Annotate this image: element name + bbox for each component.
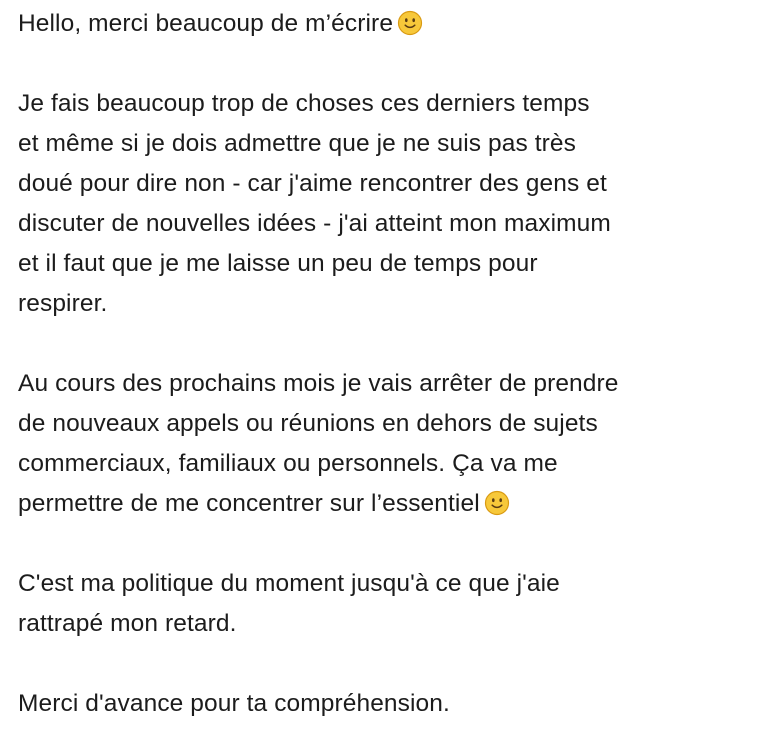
message-body (18, 4, 758, 724)
paragraph-policy (18, 364, 758, 524)
text-line: de nouveaux appels ou réunions en dehors de sujets (18, 410, 598, 437)
text-line: commerciaux, familiaux ou personnels. Ça va me (18, 450, 558, 477)
text-line: discuter de nouvelles idées - j'ai atteint mon maximum (18, 210, 611, 237)
text-line: Au cours des prochains mois je vais arrêter de prendre (18, 370, 619, 397)
text-line: et même si je dois admettre que je ne suis pas très (18, 130, 576, 157)
slightly-smiling-face-icon (397, 10, 423, 36)
greeting-paragraph (18, 4, 758, 44)
text-line-with-emoji (18, 484, 758, 524)
text-line: Je fais beaucoup trop de choses ces derniers temps (18, 90, 590, 117)
paragraph-moment (18, 564, 758, 644)
text-line: rattrapé mon retard. (18, 610, 237, 637)
closing-line: Merci d'avance pour ta compréhension. (18, 690, 450, 717)
greeting-line (18, 4, 758, 44)
slightly-smiling-face-icon (484, 490, 510, 516)
paragraph-workload (18, 84, 758, 324)
text-line: C'est ma politique du moment jusqu'à ce que j'aie (18, 570, 560, 597)
text-line: et il faut que je me laisse un peu de temps pour (18, 250, 538, 277)
text-line: respirer. (18, 290, 108, 317)
text-line: doué pour dire non - car j'aime rencontrer des gens et (18, 170, 607, 197)
closing-paragraph (18, 684, 758, 724)
text-line: permettre de me concentrer sur l’essentiel (18, 490, 480, 517)
greeting-text: Hello, merci beaucoup de m’écrire (18, 10, 394, 37)
